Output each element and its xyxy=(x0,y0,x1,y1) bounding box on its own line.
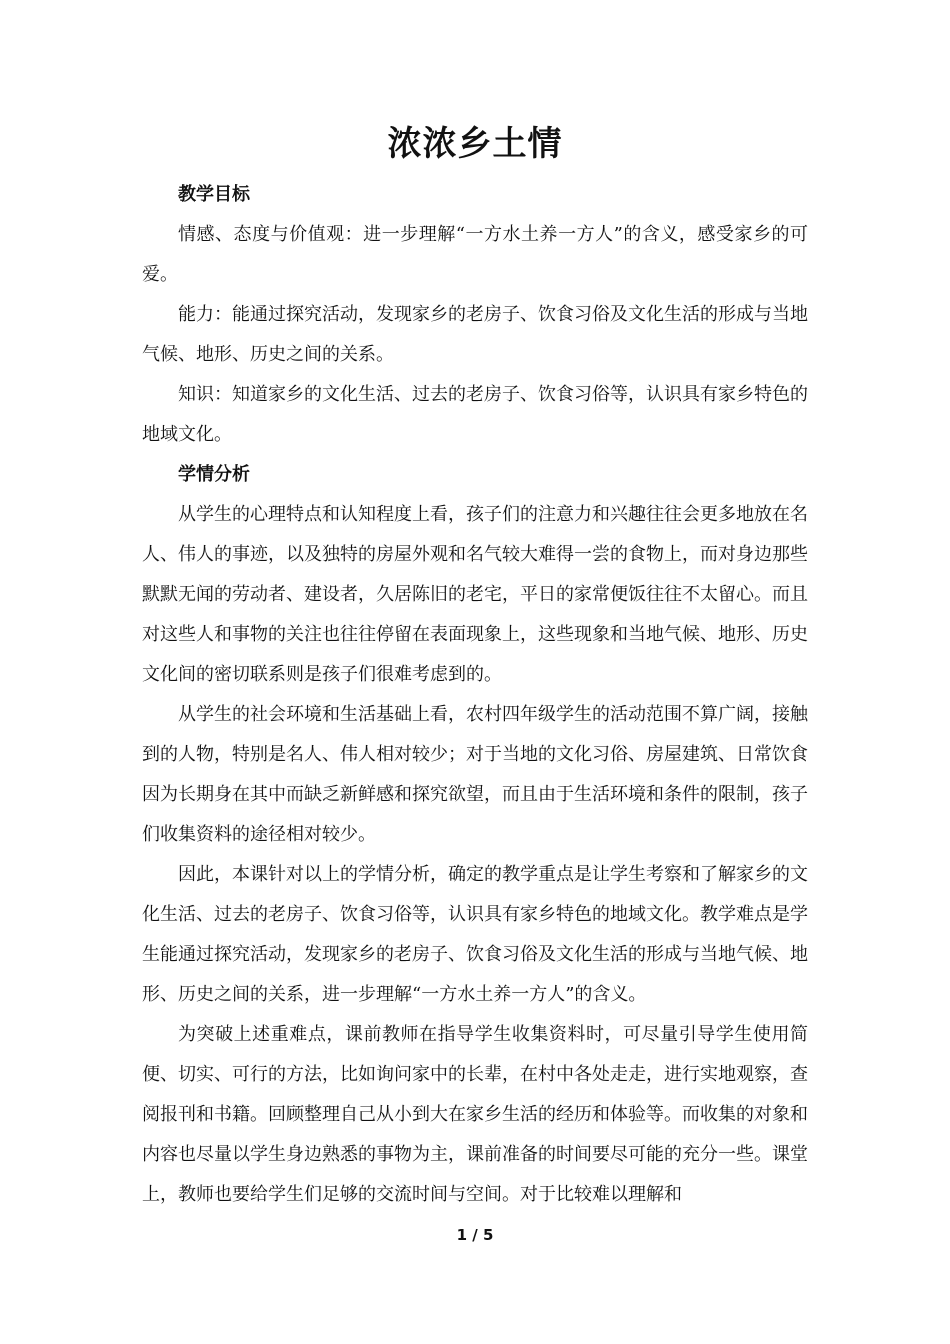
paragraph-analysis-2: 从学生的社会环境和生活基础上看，农村四年级学生的活动范围不算广阔，接触到的人物，特别是名人、伟人相对较少；对于当地的文化习俗、房屋建筑、日常饮食因为长期身在其中而缺乏新鲜感和探究欲望，而且由于生活环境和条件的限制，孩子们收集资料的途径相对较少。 xyxy=(142,704,808,845)
section-heading-objectives: 教学目标 xyxy=(178,184,250,205)
paragraph-emotion-values: 情感、态度与价值观：进一步理解“一方水土养一方人”的含义，感受家乡的可爱。 xyxy=(142,224,808,285)
paragraph-analysis-1: 从学生的心理特点和认知程度上看，孩子们的注意力和兴趣往往会更多地放在名人、伟人的事迹，以及独特的房屋外观和名气较大难得一尝的食物上，而对身边那些默默无闻的劳动者、建设者，久居陈旧的老宅，平日的家常便饭往往不太留心。而且对这些人和事物的关注也往往停留在表面现象上，这些现象和当地气候、地形、历史文化间的密切联系则是孩子们很难考虑到的。 xyxy=(142,504,808,685)
paragraph-analysis-4: 为突破上述重难点，课前教师在指导学生收集资料时，可尽量引导学生使用简便、切实、可行的方法，比如询问家中的长辈，在村中各处走走，进行实地观察，查阅报刊和书籍。回顾整理自己从小到大在家乡生活的经历和体验等。而收集的对象和内容也尽量以学生身边熟悉的事物为主，课前准备的时间要尽可能的充分一些。课堂上，教师也要给学生们足够的交流时间与空间。对于比较难以理解和 xyxy=(142,1024,808,1205)
paragraph-knowledge: 知识：知道家乡的文化生活、过去的老房子、饮食习俗等，认识具有家乡特色的地域文化。 xyxy=(142,384,808,445)
paragraph-analysis-3: 因此，本课针对以上的学情分析，确定的教学重点是让学生考察和了解家乡的文化生活、过去的老房子、饮食习俗等，认识具有家乡特色的地域文化。教学难点是学生能通过探究活动，发现家乡的老房子、饮食习俗及文化生活的形成与当地气候、地形、历史之间的关系，进一步理解“一方水土养一方人”的含义。 xyxy=(142,864,808,1005)
section-heading-analysis: 学情分析 xyxy=(178,464,250,485)
document-title: 浓浓乡土情 xyxy=(387,124,563,164)
document-body xyxy=(142,175,808,1215)
paragraph-ability: 能力：能通过探究活动，发现家乡的老房子、饮食习俗及文化生活的形成与当地气候、地形、历史之间的关系。 xyxy=(142,304,808,365)
page-number: 1 / 5 xyxy=(456,1226,494,1244)
